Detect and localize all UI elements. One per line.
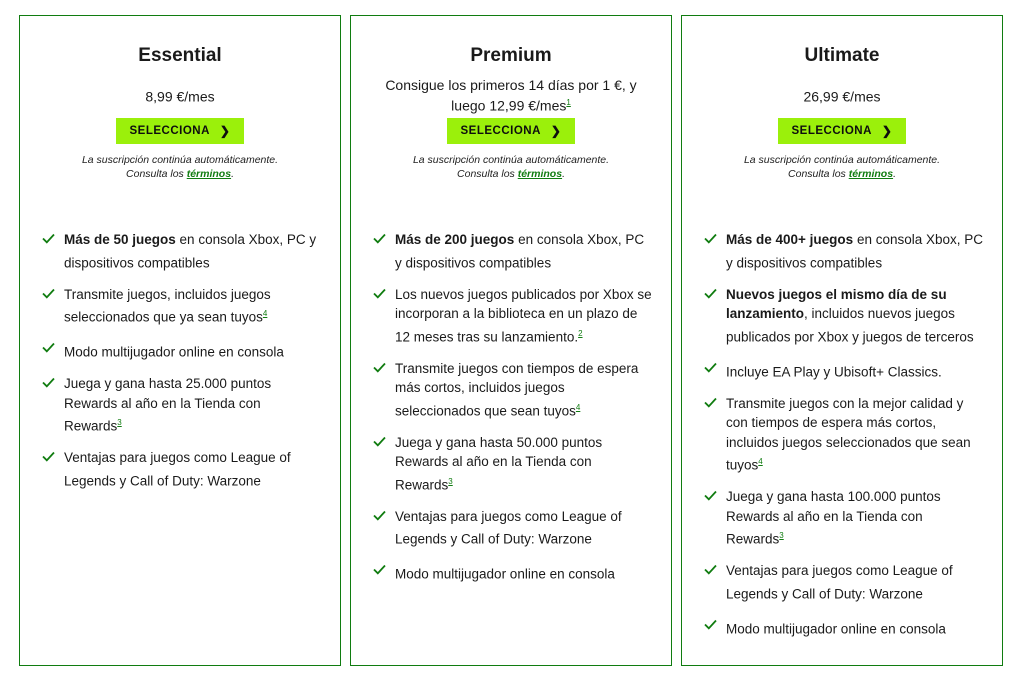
plan-card-ultimate [681, 15, 1003, 666]
feature-item [373, 433, 653, 495]
plan-price-text: Consigue los primeros 14 días por 1 €, y luego 12,99 €/mes [385, 76, 637, 114]
select-button-label: SELECCIONA [791, 125, 872, 137]
feature-description: Modo multijugador online en consola [395, 566, 615, 582]
feature-text [726, 616, 984, 639]
feature-description: en consola Xbox, PC y dispositivos compatibles [726, 232, 984, 270]
feature-item [704, 561, 984, 604]
feature-text [395, 359, 653, 421]
checkmark-icon [373, 359, 395, 373]
feature-highlight: Más de 50 juegos [64, 232, 176, 247]
feature-description: , incluidos nuevos juegos publicados por Xbox y juegos de terceros [726, 306, 974, 344]
select-button[interactable] [778, 118, 906, 144]
feature-footnote-link[interactable]: 4 [262, 309, 268, 318]
feature-description: Ventajas para juegos como League of Legends y Call of Duty: Warzone [64, 450, 291, 488]
plan-card-essential [19, 15, 341, 666]
feature-description: Transmite juegos con la mejor calidad y con tiempos de espera más cortos, incluidos juegos seleccionados que sean tuyos [726, 395, 971, 473]
feature-text [395, 433, 653, 495]
checkmark-icon [373, 507, 395, 521]
auto-renew-line: La suscripción continúa automáticamente. [81, 154, 279, 166]
feature-description: Los nuevos juegos publicados por Xbox se incorporan a la biblioteca en un plazo de 12 meses tras su lanzamiento. [395, 286, 652, 344]
feature-description: Modo multijugador online en consola [726, 621, 946, 636]
chevron-right-icon: ❯ [219, 124, 231, 138]
feature-text [726, 285, 984, 347]
auto-renew-note [351, 153, 671, 181]
feature-item [704, 616, 984, 639]
feature-description: Transmite juegos con tiempos de espera más cortos, incluidos juegos seleccionados que sean tuyos [395, 360, 639, 418]
select-button[interactable] [447, 118, 575, 144]
terms-prefix: Consulta los [788, 168, 849, 180]
feature-description: Modo multijugador online en consola [64, 344, 284, 360]
feature-description: Juega y gana hasta 100.000 puntos Rewards al año en la Tienda con Rewards [726, 489, 941, 547]
feature-highlight: Nuevos juegos el mismo día de su lanzamiento [726, 286, 947, 321]
feature-highlight: Más de 400+ juegos [726, 232, 854, 247]
plan-title: Premium [470, 45, 552, 66]
plan-header [351, 16, 671, 181]
checkmark-icon [704, 616, 726, 630]
plan-price [682, 76, 1002, 114]
feature-text [726, 394, 984, 476]
checkmark-icon [704, 359, 726, 373]
feature-text [395, 507, 653, 550]
plan-price-text: 8,99 €/mes [145, 88, 215, 105]
feature-item [704, 359, 984, 382]
plan-price [351, 76, 671, 114]
feature-text [64, 285, 322, 328]
feature-item [704, 285, 984, 347]
terms-link[interactable]: términos [848, 168, 894, 180]
checkmark-icon [42, 339, 64, 353]
plan-price-text: 26,99 €/mes [803, 88, 881, 105]
terms-suffix: . [231, 168, 234, 180]
feature-description: Ventajas para juegos como League of Legends y Call of Duty: Warzone [395, 508, 622, 547]
checkmark-icon [704, 394, 726, 408]
feature-description: Juega y gana hasta 50.000 puntos Rewards al año en la Tienda con Rewards [395, 434, 603, 492]
feature-text [726, 230, 984, 273]
checkmark-icon [373, 561, 395, 575]
feature-text [395, 230, 653, 273]
chevron-right-icon: ❯ [550, 124, 562, 138]
feature-item [42, 448, 322, 491]
feature-text [726, 561, 984, 604]
feature-list [351, 230, 671, 596]
terms-suffix: . [893, 168, 896, 180]
plan-card-premium [350, 15, 672, 666]
feature-item [42, 374, 322, 436]
feature-item [373, 561, 653, 584]
checkmark-icon [373, 433, 395, 447]
checkmark-icon [42, 448, 64, 462]
feature-text [64, 339, 322, 362]
plan-title: Ultimate [804, 45, 880, 66]
feature-text [726, 487, 984, 549]
chevron-right-icon: ❯ [881, 124, 893, 138]
feature-description: en consola Xbox, PC y dispositivos compatibles [64, 232, 317, 270]
feature-item [704, 487, 984, 549]
checkmark-icon [704, 230, 726, 244]
feature-text [64, 230, 322, 273]
feature-description: Transmite juegos, incluidos juegos seleccionados que ya sean tuyos [64, 286, 271, 325]
feature-footnote-link[interactable]: 3 [779, 531, 784, 540]
checkmark-icon [373, 285, 395, 299]
terms-prefix: Consulta los [457, 168, 518, 180]
auto-renew-note [20, 153, 340, 181]
feature-item [704, 394, 984, 476]
checkmark-icon [704, 487, 726, 501]
feature-text [395, 561, 653, 584]
plan-header [20, 16, 340, 181]
feature-footnote-link[interactable]: 3 [117, 418, 122, 427]
terms-suffix: . [562, 168, 565, 180]
checkmark-icon [373, 230, 395, 244]
feature-item [373, 507, 653, 550]
select-button[interactable] [116, 118, 244, 144]
feature-text [64, 374, 322, 436]
terms-link[interactable]: términos [517, 168, 563, 180]
feature-text [395, 285, 653, 347]
feature-footnote-link[interactable]: 2 [578, 328, 583, 338]
plan-price [20, 76, 340, 114]
checkmark-icon [42, 374, 64, 388]
feature-item [373, 359, 653, 421]
feature-text [64, 448, 322, 491]
auto-renew-line: La suscripción continúa automáticamente. [743, 154, 941, 166]
terms-prefix: Consulta los [126, 168, 187, 180]
feature-description: Incluye EA Play y Ubisoft+ Classics. [726, 364, 942, 379]
feature-highlight: Más de 200 juegos [395, 232, 515, 247]
auto-renew-note [682, 153, 1002, 181]
feature-item [704, 230, 984, 273]
feature-description: Ventajas para juegos como League of Legends y Call of Duty: Warzone [726, 563, 953, 601]
select-button-label: SELECCIONA [129, 125, 210, 137]
plan-header [682, 16, 1002, 181]
plan-title: Essential [138, 45, 222, 66]
feature-footnote-link[interactable]: 4 [758, 457, 763, 466]
feature-item [42, 339, 322, 362]
feature-item [373, 230, 653, 273]
feature-footnote-link[interactable]: 4 [575, 402, 581, 412]
feature-description: Juega y gana hasta 25.000 puntos Rewards al año en la Tienda con Rewards [64, 376, 272, 434]
feature-item [42, 285, 322, 328]
price-footnote-link[interactable]: 1 [566, 97, 571, 107]
checkmark-icon [42, 285, 64, 299]
feature-item [42, 230, 322, 273]
terms-link[interactable]: términos [186, 168, 232, 180]
feature-list [682, 230, 1002, 651]
auto-renew-line: La suscripción continúa automáticamente. [412, 154, 610, 166]
checkmark-icon [704, 285, 726, 299]
checkmark-icon [42, 230, 64, 244]
feature-footnote-link[interactable]: 3 [448, 476, 453, 486]
feature-list [20, 230, 340, 503]
feature-description: en consola Xbox, PC y dispositivos compatibles [395, 232, 645, 270]
checkmark-icon [704, 561, 726, 575]
feature-item [373, 285, 653, 347]
select-button-label: SELECCIONA [460, 125, 541, 137]
feature-text [726, 359, 984, 382]
